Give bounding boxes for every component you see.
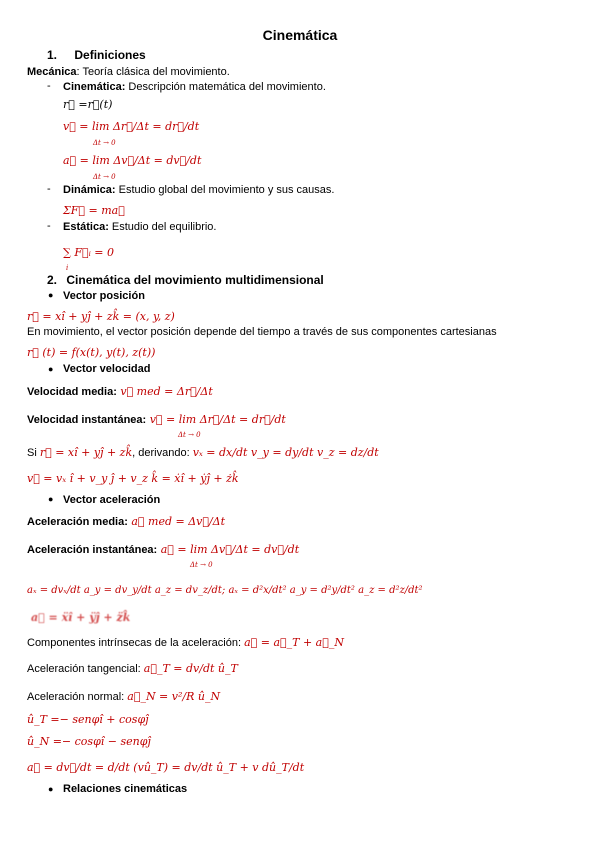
mecanica-definition [27,65,230,79]
eq-acc-inst-sub: Δt → 0 [190,561,213,569]
eq-equilibrio-sub: i [66,264,69,272]
comp-intr-label: Componentes intrínsecas de la aceleración: [27,637,245,649]
eq-derivando: vₓ = dx/dt v_y = dy/dt v_z = dz/dt [192,446,379,459]
section-1-title: Definiciones [74,48,146,62]
vel-media-line [27,385,213,399]
text-pos: En movimiento, el vector posición depende del tiempo a través de sus componentes cartesianas [27,326,497,338]
cinematica-term: Cinemática: [63,81,126,93]
acc-inst-label: Aceleración instantánea: [27,544,158,556]
eq-a-final: a⃗ = dv⃗/dt = d/dt (vû_T) = dv/dt û_T + v dû_T/dt [27,761,305,774]
eq-v-lim-sub: Δt → 0 [93,139,116,147]
vel-inst-line [27,413,286,427]
vel-media-label: Velocidad media: [27,386,117,398]
eq-pos: r⃗ = xî + yĵ + zk̂ = (x, y, z) [27,310,175,323]
section-2-title: Cinemática del movimiento multidimensional [66,273,324,287]
eq-acc-inst: a⃗ = lim Δv⃗/Δt = dv⃗/dt [157,543,300,556]
bullet-dot: ● [48,784,54,794]
acc-tang-line [27,662,238,676]
eq-vel-inst: v⃗ = lim Δr⃗/Δt = dr⃗/dt [146,413,286,426]
section-2-heading [47,273,324,287]
acc-inst-line [27,543,299,557]
mecanica-text: : Teoría clásica del movimiento. [76,66,230,78]
eq-uT: û_T =− senφî + cosφĵ [27,713,149,726]
dash-bullet: - [47,80,51,92]
vel-inst-label: Velocidad instantánea: [27,414,147,426]
si-line [27,446,379,460]
estatica-term: Estática: [63,221,109,233]
bullet-velocidad: Vector velocidad [63,363,151,375]
eq-newton: ΣF⃗ = ma⃗ [63,204,125,217]
comp-intr-line [27,636,344,650]
page-title: Cinemática [262,27,338,43]
eq-a-lim: a⃗ = lim Δv⃗/Δt = dv⃗/dt [63,154,202,167]
eq-r-t: r⃗ =r⃗(t) [63,98,113,111]
acc-norm-label: Aceleración normal: [27,691,128,703]
estatica-definition [63,220,216,234]
si-label: Si [27,447,40,459]
eq-acc-tang: a⃗_T = dv/dt û_T [143,662,238,675]
derivando-label: , derivando: [132,447,193,459]
section-1-heading [47,48,146,62]
cinematica-text: Descripción matemática del movimiento. [125,81,326,93]
bullet-posicion: Vector posición [63,290,145,302]
bullet-dot: ● [48,494,54,504]
dash-bullet: - [47,183,51,195]
bullet-aceleracion: Vector aceleración [63,494,161,506]
bullet-dot: ● [48,290,54,300]
dinamica-definition [63,183,334,197]
acc-tang-label: Aceleración tangencial: [27,663,144,675]
eq-acc-norm: a⃗_N = v²/R û_N [127,690,221,703]
estatica-text: Estudio del equilibrio. [108,221,217,233]
eq-acc-media: a⃗ med = Δv⃗/Δt [127,515,226,528]
acc-norm-line [27,690,220,704]
eq-uN: û_N =− cosφî − senφĵ [27,735,151,748]
acc-media-line [27,515,225,529]
cinematica-definition [63,80,326,94]
dash-bullet: - [47,220,51,232]
section-2-number: 2. [47,273,58,287]
mecanica-term: Mecánica [27,66,77,78]
eq-v-comp: v⃗ = vₓ î + v_y ĵ + v_z k̂ = ẋî + ẏĵ + żk̂ [27,472,239,485]
eq-acc-dots: a⃗ = ẍî + ÿĵ + z̈k̂ [31,611,131,624]
eq-a-lim-sub: Δt → 0 [93,173,116,181]
acc-media-label: Aceleración media: [27,516,128,528]
section-1-number: 1. [47,48,58,62]
eq-equilibrio: ∑ F⃗ᵢ = 0 [63,246,115,259]
eq-comp-intr: a⃗ = a⃗_T + a⃗_N [244,636,344,649]
bullet-dot: ● [48,364,54,374]
dinamica-text: Estudio global del movimiento y sus causas. [115,184,335,196]
eq-acc-comp: aₓ = dvₓ/dt a_y = dv_y/dt a_z = dv_z/dt; aₓ = d²x/dt² a_y = d²y/dt² a_z = d²z/dt² [27,585,423,596]
eq-vel-inst-sub: Δt → 0 [178,431,201,439]
eq-pos-t: r⃗ (t) = f(x(t), y(t), z(t)) [27,346,156,359]
eq-si: r⃗ = xî + yĵ + zk̂ [39,446,133,459]
eq-vel-media: v⃗ med = Δr⃗/Δt [116,385,213,398]
dinamica-term: Dinámica: [63,184,116,196]
bullet-relaciones: Relaciones cinemáticas [63,783,188,795]
eq-v-lim: v⃗ = lim Δr⃗/Δt = dr⃗/dt [63,120,200,133]
